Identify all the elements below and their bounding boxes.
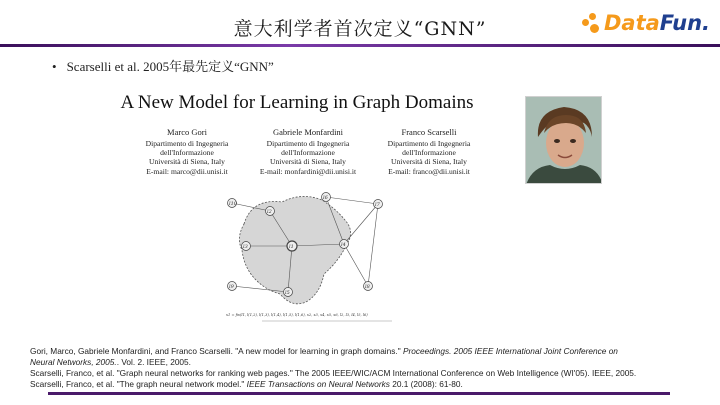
author-email: E-mail: marco@dii.unisi.it <box>146 166 228 176</box>
author-block <box>249 127 367 176</box>
diagram-formula: x1 = fw(l1, l(1,2), l(1,3), l(1,4), l(1,5), l(1,6), x2, x3, x4, x5, x6, l2, l3, l4, l5, l6) <box>226 313 368 317</box>
diagram-node-label: l2 <box>267 209 272 215</box>
reference-line: Gori, Marco, Gabriele Monfardini, and Franco Scarselli. "A new model for learning in graph domains." Proceedings. 2005 IEEE International Joint Conference on <box>30 346 618 356</box>
author-affiliation: Università di Siena, Italy <box>270 157 346 167</box>
diagram-node-label: l9 <box>229 284 234 290</box>
author-affiliation: dell'Informazione <box>402 148 456 158</box>
bullet-dot-icon: • <box>52 59 57 74</box>
paper-title: A New Model for Learning in Graph Domains <box>120 92 474 113</box>
reference-line: Scarselli, Franco, et al. "The graph neural network model." IEEE Transactions on Neural Networks 20.1 (2008): 61-80. <box>30 379 463 389</box>
diagram-node-label: l3 <box>243 244 248 250</box>
author-affiliation: Dipartimento di Ingegneria <box>387 139 471 148</box>
logo-dots-icon <box>582 13 602 33</box>
graph-diagram <box>222 184 402 334</box>
bullet-item <box>52 56 274 75</box>
logo-text-fun: Fun. <box>659 11 710 35</box>
author-block <box>370 127 488 176</box>
diagram-node-label: l7 <box>375 202 380 208</box>
diagram-node-label: l1 <box>289 244 294 250</box>
bullet-text: Scarselli et al. 2005年最先定义“GNN” <box>66 59 274 74</box>
logo-text-data: Data <box>603 11 660 35</box>
author-affiliation: Università di Siena, Italy <box>391 157 467 167</box>
reference-line: Scarselli, Franco, et al. "Graph neural networks for ranking web pages." The 2005 IEEE/WIC/ACM International Conference on Web Intelligence (WI'05). IEEE, 2005. <box>30 368 637 378</box>
diagram-node-label: l10 <box>229 201 237 207</box>
author-name: Franco Scarselli <box>401 127 457 137</box>
diagram-node-label: l5 <box>285 290 290 296</box>
bottom-divider <box>48 392 670 395</box>
diagram-node-label: l8 <box>365 284 370 290</box>
author-affiliation: dell'Informazione <box>160 148 214 158</box>
author-block <box>128 127 246 176</box>
diagram-node-label: l6 <box>323 195 328 201</box>
author-affiliation: dell'Informazione <box>281 148 335 158</box>
author-email: E-mail: franco@dii.unisi.it <box>388 166 470 176</box>
title-divider <box>0 44 720 47</box>
datafun-logo <box>582 8 710 38</box>
author-email: E-mail: monfardini@dii.unisi.it <box>259 166 357 176</box>
slide-title: 意大利学者首次定义“GNN” <box>233 18 487 40</box>
author-name: Marco Gori <box>167 127 207 137</box>
reference-line: Neural Networks, 2005.. Vol. 2. IEEE, 2005. <box>30 357 191 367</box>
author-name: Gabriele Monfardini <box>272 127 344 137</box>
diagram-node-label: l4 <box>341 242 346 248</box>
author-affiliation: Dipartimento di Ingegneria <box>145 139 229 148</box>
reference-list <box>30 346 700 390</box>
author-affiliation: Università di Siena, Italy <box>149 157 225 167</box>
author-affiliation: Dipartimento di Ingegneria <box>266 139 350 148</box>
author-photo <box>525 96 602 184</box>
author-list <box>128 127 488 176</box>
